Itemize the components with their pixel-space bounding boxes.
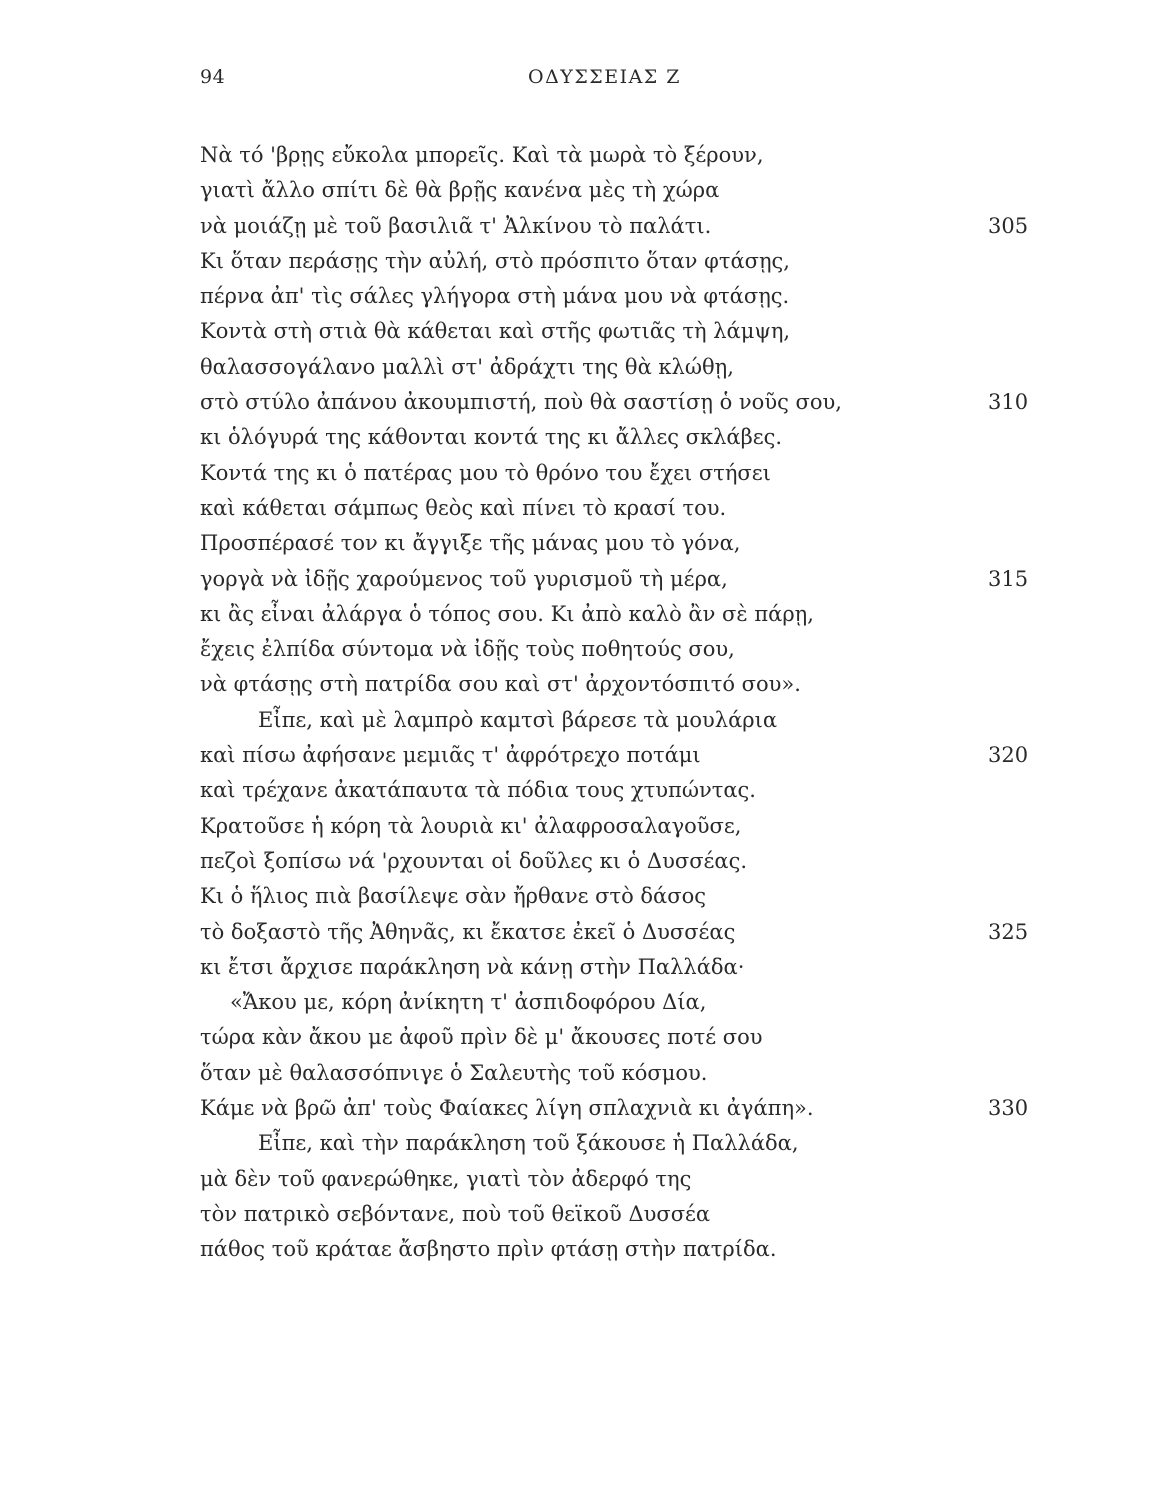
verse-text: πάθος τοῦ κράταε ἄσβηστο πρὶν φτάσῃ στὴν πατρίδα.	[200, 1237, 777, 1262]
verse-text: Κοντά της κι ὁ πατέρας μου τὸ θρόνο του ἔχει στήσει	[200, 460, 771, 485]
verse-line	[200, 738, 1060, 773]
verse-text: τὸν πατρικὸ σεβόντανε, ποὺ τοῦ θεϊκοῦ Δυσσέα	[200, 1201, 711, 1226]
verse-text: κι ἂς εἶναι ἀλάργα ὁ τόπος σου. Κι ἀπὸ καλὸ ἂν σὲ πάρῃ,	[200, 601, 814, 626]
verse-line	[200, 491, 1060, 526]
verse-text: κι ὁλόγυρά της κάθονται κοντά της κι ἄλλες σκλάβες.	[200, 425, 783, 450]
verse-line	[200, 844, 1060, 879]
verse-text: στὸ στύλο ἀπάνου ἀκουμπιστή, ποὺ θὰ σαστίσῃ ὁ νοῦς σου,	[200, 390, 842, 415]
verse-line	[200, 1126, 1060, 1161]
verse-line	[200, 420, 1060, 455]
verse-line	[200, 879, 1060, 914]
verse-text: πεζοὶ ξοπίσω νά 'ρχουνται οἱ δοῦλες κι ὁ Δυσσέας.	[200, 848, 748, 873]
verse-text: νὰ φτάσῃς στὴ πατρίδα σου καὶ στ' ἀρχοντόσπιτό σου».	[200, 672, 801, 697]
verse-line	[200, 632, 1060, 667]
verse-text: Κοντὰ στὴ στιὰ θὰ κάθεται καὶ στῆς φωτιᾶς τὴ λάμψη,	[200, 319, 791, 344]
verse-text: πέρνα ἀπ' τὶς σάλες γλήγορα στὴ μάνα μου νὰ φτάσῃς.	[200, 284, 790, 309]
verse-text: καὶ κάθεται σάμπως θεὸς καὶ πίνει τὸ κρασί του.	[200, 495, 727, 520]
verse-text: Εἶπε, καὶ μὲ λαμπρὸ καμτσὶ βάρεσε τὰ μουλάρια	[258, 707, 778, 732]
verse-line	[200, 703, 1060, 738]
verse-line	[200, 950, 1060, 985]
verse-line	[200, 209, 1060, 244]
verse-line	[200, 173, 1060, 208]
verse-text: Κι ὅταν περάσῃς τὴν αὐλή, στὸ πρόσπιτο ὅταν φτάσῃς,	[200, 248, 790, 273]
verse-line	[200, 809, 1060, 844]
verse-text: «Ἄκου με, κόρη ἀνίκητη τ' ἀσπιδοφόρου Δία,	[230, 990, 707, 1015]
verse-line	[200, 350, 1060, 385]
page-number: 94	[200, 66, 226, 88]
verse-line	[200, 314, 1060, 349]
verse-text: Κάμε νὰ βρῶ ἀπ' τοὺς Φαίακες λίγη σπλαχνιὰ κι ἀγάπη».	[200, 1096, 814, 1121]
verse-line	[200, 915, 1060, 950]
verse-text: γοργὰ νὰ ἰδῇς χαρούμενος τοῦ γυρισμοῦ τὴ μέρα,	[200, 566, 728, 591]
line-number: 320	[988, 743, 1029, 768]
verse-text: καὶ τρέχανε ἀκατάπαυτα τὰ πόδια τους χτυπώντας.	[200, 778, 756, 803]
verse-line	[200, 562, 1060, 597]
verse-line	[200, 1020, 1060, 1055]
verse-text: μὰ δὲν τοῦ φανερώθηκε, γιατὶ τὸν ἀδερφό της	[200, 1166, 692, 1191]
verse-line	[200, 667, 1060, 702]
verse-line	[200, 138, 1060, 173]
line-number: 315	[988, 566, 1029, 591]
verse-line	[200, 1162, 1060, 1197]
running-title: ΟΔΥΣΣΕΙΑΣ Ζ	[528, 66, 681, 88]
verse-text: Νὰ τό 'βρῃς εὔκολα μπορεῖς. Καὶ τὰ μωρὰ τὸ ξέρουν,	[200, 143, 764, 167]
verse-block	[200, 138, 1060, 1268]
verse-line	[200, 597, 1060, 632]
line-number: 310	[988, 390, 1029, 415]
verse-text: καὶ πίσω ἀφήσανε μεμιᾶς τ' ἀφρότρεχο ποτάμι	[200, 743, 701, 768]
verse-line	[200, 279, 1060, 314]
verse-line	[200, 773, 1060, 808]
verse-text: κι ἔτσι ἄρχισε παράκληση νὰ κάνῃ στὴν Παλλάδα·	[200, 954, 745, 979]
verse-line	[200, 1056, 1060, 1091]
verse-line	[200, 526, 1060, 561]
verse-line	[200, 985, 1060, 1020]
verse-line	[200, 385, 1060, 420]
verse-text: τώρα κὰν ἄκου με ἀφοῦ πρὶν δὲ μ' ἄκουσες ποτέ σου	[200, 1025, 763, 1050]
line-number: 330	[988, 1096, 1029, 1121]
verse-text: νὰ μοιάζῃ μὲ τοῦ βασιλιᾶ τ' Ἀλκίνου τὸ παλάτι.	[200, 213, 712, 238]
verse-line	[200, 244, 1060, 279]
verse-line	[200, 1232, 1060, 1267]
verse-text: Προσπέρασέ τον κι ἄγγιξε τῆς μάνας μου τὸ γόνα,	[200, 531, 741, 556]
line-number: 325	[988, 919, 1029, 944]
verse-text: Κι ὁ ἥλιος πιὰ βασίλεψε σὰν ἤρθανε στὸ δάσος	[200, 884, 706, 909]
verse-text: Εἶπε, καὶ τὴν παράκληση τοῦ ξάκουσε ἡ Παλλάδα,	[258, 1131, 799, 1156]
line-number: 305	[988, 213, 1029, 238]
verse-text: τὸ δοξαστὸ τῆς Ἀθηνᾶς, κι ἔκατσε ἐκεῖ ὁ Δυσσέας	[200, 919, 736, 944]
verse-line	[200, 1197, 1060, 1232]
verse-text: Κρατοῦσε ἡ κόρη τὰ λουριὰ κι' ἀλαφροσαλαγοῦσε,	[200, 813, 742, 838]
verse-text: θαλασσογάλανο μαλλὶ στ' ἀδράχτι της θὰ κλώθῃ,	[200, 354, 734, 379]
verse-line	[200, 1091, 1060, 1126]
verse-text: γιατὶ ἄλλο σπίτι δὲ θὰ βρῇς κανένα μὲς τὴ χώρα	[200, 178, 720, 203]
verse-text: ὅταν μὲ θαλασσόπνιγε ὁ Σαλευτὴς τοῦ κόσμου.	[200, 1060, 708, 1085]
verse-line	[200, 456, 1060, 491]
verse-text: ἔχεις ἐλπίδα σύντομα νὰ ἰδῇς τοὺς ποθητούς σου,	[200, 637, 735, 662]
